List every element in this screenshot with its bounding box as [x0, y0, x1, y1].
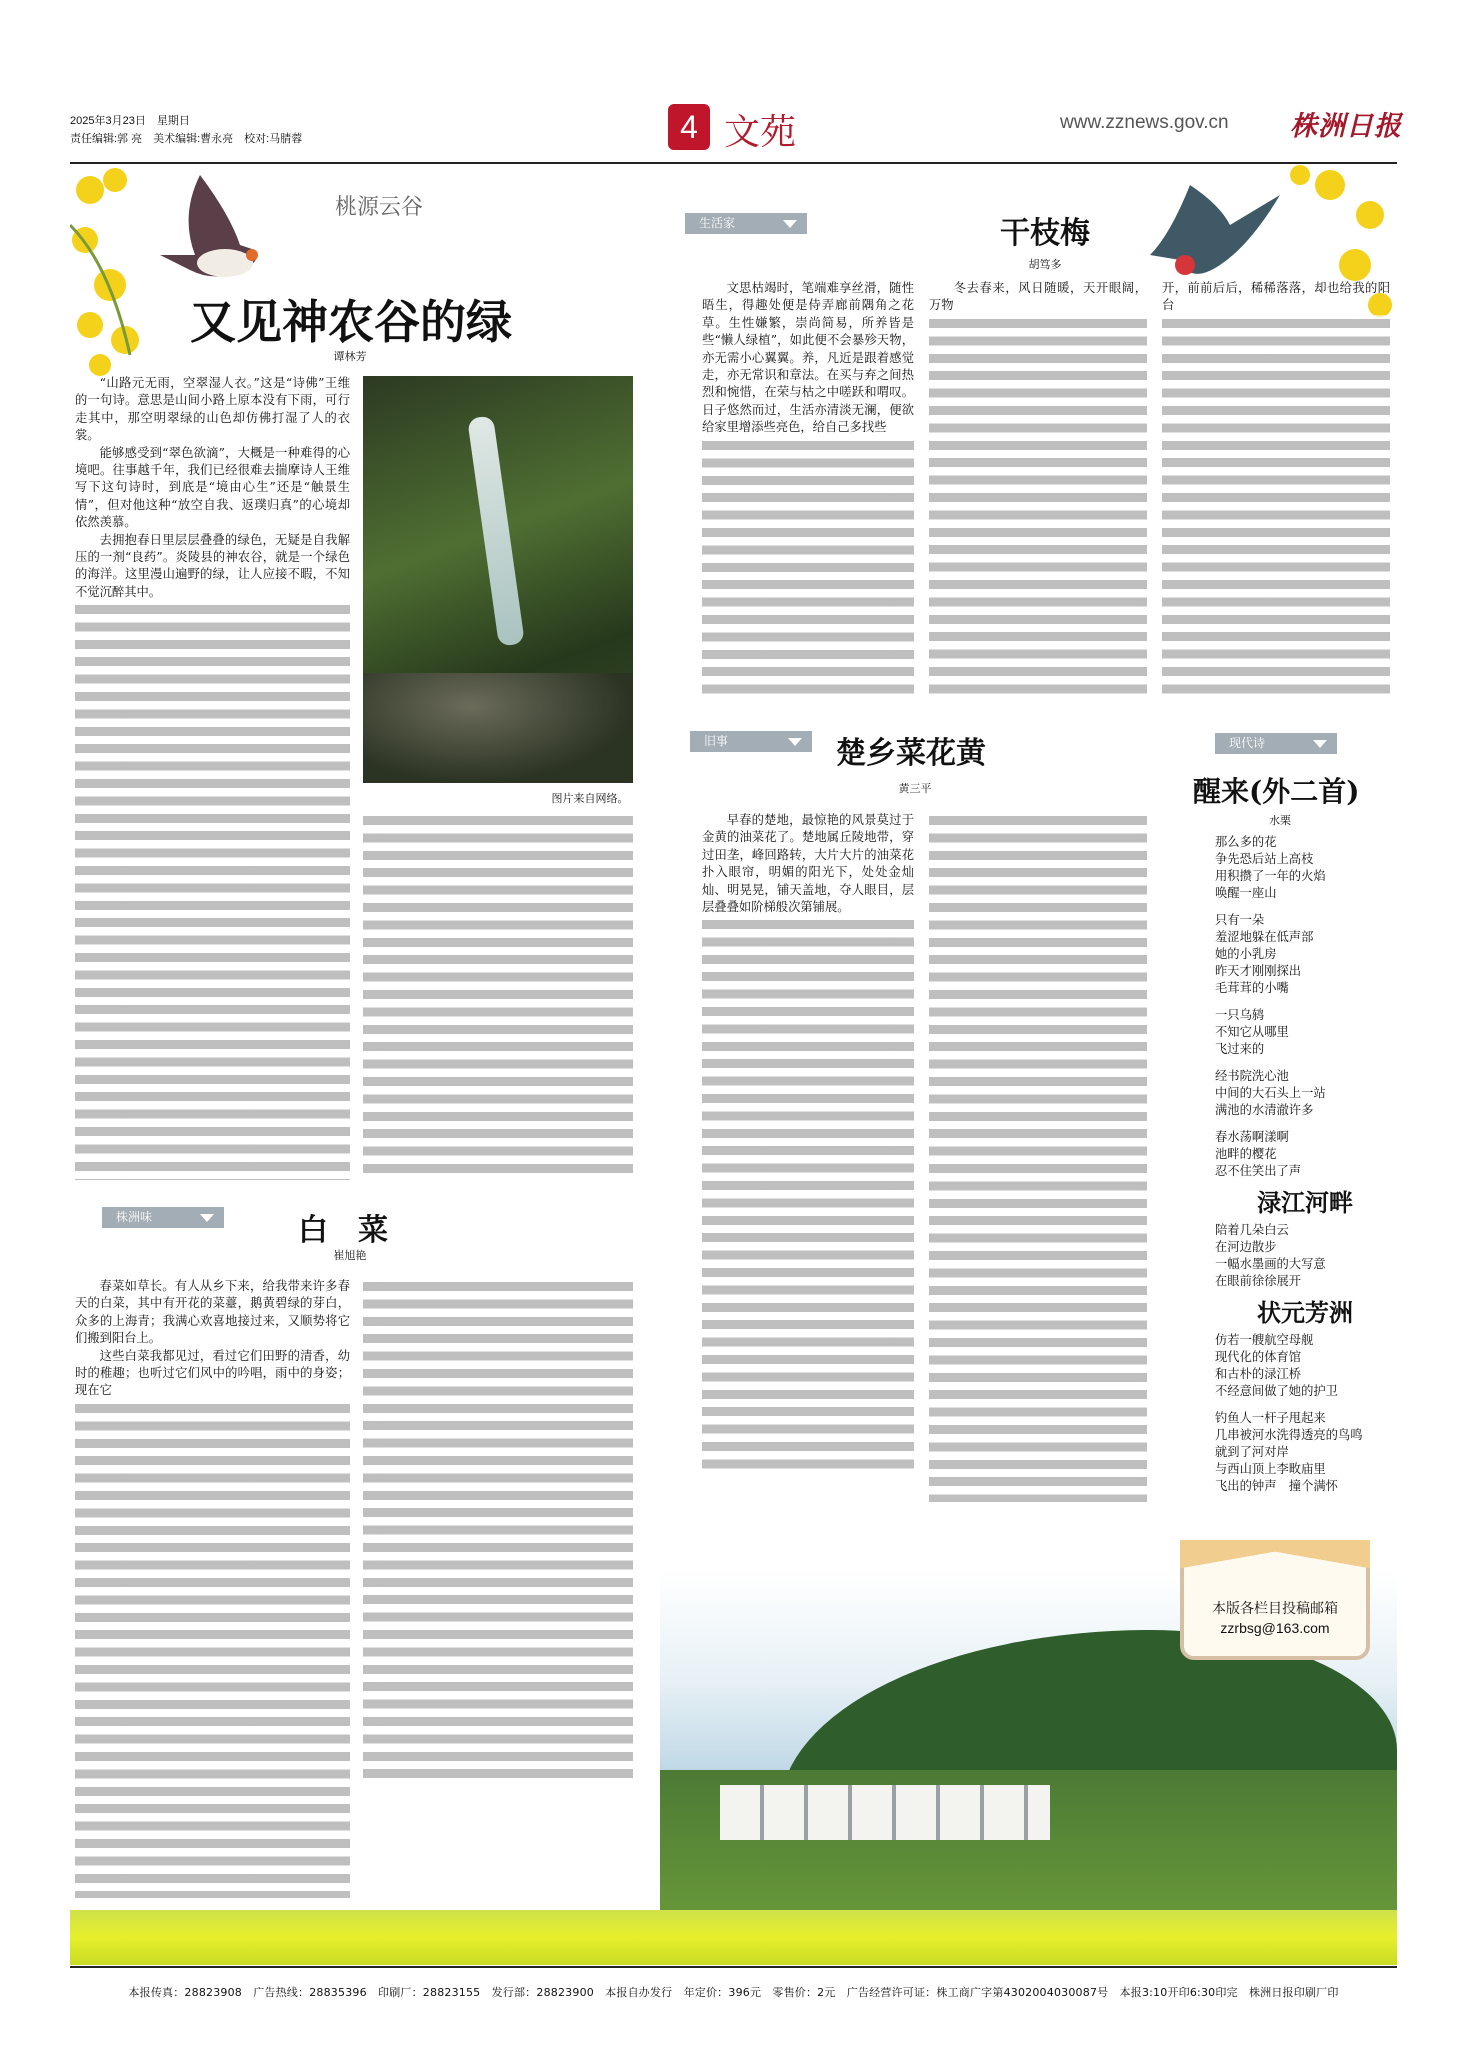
article-author: 谭林芳	[333, 350, 367, 363]
paragraph: 这些白菜我都见过，看过它们田野的清香，幼时的稚趣；也听过它们风中的吟唱，雨中的身姿；现在它	[75, 1348, 350, 1398]
column-label-zhuzhouwei[interactable]: 株洲味	[102, 1207, 224, 1228]
poem-line: 几串被河水洗得透亮的鸟鸣	[1215, 1428, 1363, 1442]
editors-credit: 责任编辑:郭 亮 美术编辑:曹永亮 校对:马腈蓉	[70, 133, 303, 145]
paragraph: 春菜如草长。有人从乡下来，给我带来许多春天的白菜，其中有开花的菜薹，鹅黄碧绿的芽白，众多的上海青；我满心欢喜地接过来，又顺势将它们搬到阳台上。	[75, 1279, 350, 1346]
swallow-bird-icon	[160, 175, 290, 295]
column-label-shenghuojia[interactable]: 生活家	[685, 213, 807, 234]
poem-line: 陪着几朵白云	[1215, 1223, 1289, 1237]
article-column	[702, 280, 914, 700]
article-column	[363, 1278, 633, 1778]
poem-subtitle: 状元芳洲	[1257, 1298, 1353, 1327]
poem-line: 不知它从哪里	[1215, 1025, 1289, 1039]
paragraph: 去拥抱春日里层层叠叠的绿色，无疑是自我解压的一剂“良药”。炎陵县的神农谷，就是一个绿色的海洋。这里漫山遍野的绿，让人应接不暇，不知不觉沉醉其中。	[75, 532, 350, 599]
poem-line: 在眼前徐徐展开	[1215, 1274, 1302, 1288]
mailbox-email[interactable]: zzrbsg@163.com	[1220, 1620, 1330, 1636]
poem-line: 羞涩地躲在低声部	[1215, 930, 1314, 944]
poem-line: 和古朴的渌江桥	[1215, 1367, 1302, 1381]
poem-title: 醒来(外二首)	[1193, 775, 1360, 808]
poem-line: 唤醒一座山	[1215, 886, 1277, 900]
poem-author: 水栗	[1269, 814, 1291, 827]
article-author: 黄三平	[898, 782, 932, 795]
section-title: 文苑	[724, 112, 797, 153]
poem-line: 仿若一艘航空母舰	[1215, 1333, 1314, 1347]
article-column	[1162, 280, 1390, 700]
poem-line: 现代化的体育馆	[1215, 1350, 1302, 1364]
footer-info: 本报传真：28823908 广告热线：28835396 印刷厂：28823155 发行部：28823900 本报自办发行 年定价：396元 零售价：2元 广告经营许可证：株工商广字第4302004030087号 本报3:10开印6:30印完 株洲日报印刷厂印	[128, 1986, 1339, 1999]
poem-line: 用积攒了一年的火焰	[1215, 869, 1326, 883]
photo-caption: 图片来自网络。	[551, 792, 629, 805]
poem-line: 争先恐后站上高枝	[1215, 852, 1314, 866]
poem-line: 经书院洗心池	[1215, 1069, 1289, 1083]
poem-line: 在河边散步	[1215, 1240, 1277, 1254]
column-logo: 桃源云谷	[335, 195, 424, 220]
article-title: 白 菜	[298, 1213, 388, 1248]
article-column	[75, 1278, 350, 1898]
poem-body	[1215, 834, 1395, 1495]
poem-line	[1215, 997, 1395, 1007]
footer-rule	[70, 1966, 1397, 1968]
paragraph: 开，前前后后，稀稀落落，却也给我的阳台	[1162, 281, 1390, 313]
poem-line	[1215, 1119, 1395, 1129]
poem-line: 池畔的樱花	[1215, 1147, 1277, 1161]
poem-line: 中间的大石头上一站	[1215, 1086, 1326, 1100]
page-number: 4	[668, 104, 710, 150]
website-link[interactable]: www.zznews.gov.cn	[1060, 112, 1229, 133]
envelope-icon	[1180, 1540, 1370, 1580]
text-block	[702, 916, 914, 1476]
poem-line: 飞过来的	[1215, 1042, 1265, 1056]
poem-line	[1215, 1058, 1395, 1068]
poem-line: 忍不住笑出了声	[1215, 1164, 1302, 1178]
text-block	[75, 1400, 350, 1898]
rapeseed-field	[70, 1910, 1397, 1965]
paper-logo: 株洲日报	[1290, 111, 1402, 142]
paragraph: 文思枯竭时，笔端难享丝滑，随性晤生，得趣处便是侍弄廊前隅角之花草。生性嫌繁，崇尚简易，所养皆是些“懒人绿植”，如此便不会暴殄天物，亦无需小心翼翼。养，凡近是跟着感觉走，亦无常识和章法。在买与弃之间热烈和惋惜，在荣与枯之中嗟跃和喟叹。日子悠然而过，生活亦清淡无澜，便欲给家里增添些亮色，给自己多找些	[702, 281, 914, 435]
poem-line: 只有一朵	[1215, 913, 1265, 927]
column-label-jiushi[interactable]: 旧事	[690, 731, 812, 752]
poem-line: 钓鱼人一杆子甩起来	[1215, 1411, 1326, 1425]
article-column	[75, 375, 350, 1180]
poem-line: 满池的水清澈许多	[1215, 1103, 1314, 1117]
header-rule	[70, 162, 1397, 164]
poem-line	[1215, 902, 1395, 912]
poem-subtitle: 渌江河畔	[1257, 1188, 1353, 1217]
poem-line: 就到了河对岸	[1215, 1445, 1289, 1459]
poem-line: 她的小乳房	[1215, 947, 1277, 961]
poem-line: 春水荡啊漾啊	[1215, 1130, 1289, 1144]
article-title: 楚乡菜花黄	[836, 736, 986, 771]
waterfall-photo	[363, 376, 633, 783]
masthead-info	[70, 112, 302, 148]
text-block	[702, 437, 914, 700]
text-block	[929, 315, 1147, 700]
article-author: 崔旭艳	[333, 1249, 367, 1262]
paragraph: “山路元无雨，空翠湿人衣。”这是“诗佛”王维的一句诗。意思是山间小路上原本没有下雨，可行走其中，那空明翠绿的山色却仿佛打湿了人的衣裳。	[75, 376, 350, 443]
mailbox-box	[1180, 1540, 1370, 1660]
poem-line: 昨天才刚刚探出	[1215, 964, 1302, 978]
article-title: 又见神农谷的绿	[190, 295, 512, 349]
paragraph: 冬去春来，风日随暖，天开眼阔，万物	[929, 281, 1147, 313]
issue-date: 2025年3月23日 星期日	[70, 115, 190, 127]
poem-line	[1215, 1400, 1395, 1410]
article-column	[929, 280, 1147, 700]
poem-line: 毛茸茸的小嘴	[1215, 981, 1289, 995]
poem-line: 一只乌鸫	[1215, 1008, 1265, 1022]
article-column	[702, 812, 914, 1562]
article-title: 干枝梅	[1000, 216, 1090, 251]
paragraph: 早春的楚地，最惊艳的风景莫过于金黄的油菜花了。楚地属丘陵地带，穿过田垄，峰回路转，大片大片的油菜花扑入眼帘，明媚的阳光下，处处金灿灿、明晃晃，铺天盖地，夺人眼目，层层叠叠如阶梯般次第铺展。	[702, 813, 914, 915]
poem-line: 那么多的花	[1215, 835, 1277, 849]
column-label-xiandaishi[interactable]: 现代诗	[1215, 733, 1337, 754]
paragraph: 能够感受到“翠色欲滴”，大概是一种难得的心境吧。往事越千年，我们已经很难去揣摩诗人王维写下这句诗时，到底是“境由心生”还是“触景生情”，但对他这种“放空自我、返璞归真”的心境却依然羡慕。	[75, 445, 350, 530]
article-column	[929, 812, 1147, 1502]
article-author: 胡笃多	[1028, 258, 1062, 271]
text-block	[75, 601, 350, 1180]
poem-line: 一幅水墨画的大写意	[1215, 1257, 1326, 1271]
text-block	[1162, 315, 1390, 700]
poem-line: 不经意间做了她的护卫	[1215, 1384, 1338, 1398]
article-column	[363, 812, 633, 1177]
mailbox-label: 本版各栏目投稿邮箱	[1212, 1600, 1338, 1616]
poem-line: 与西山顶上李畋庙里	[1215, 1462, 1326, 1476]
poem-line: 飞出的钟声 撞个满怀	[1215, 1479, 1338, 1493]
